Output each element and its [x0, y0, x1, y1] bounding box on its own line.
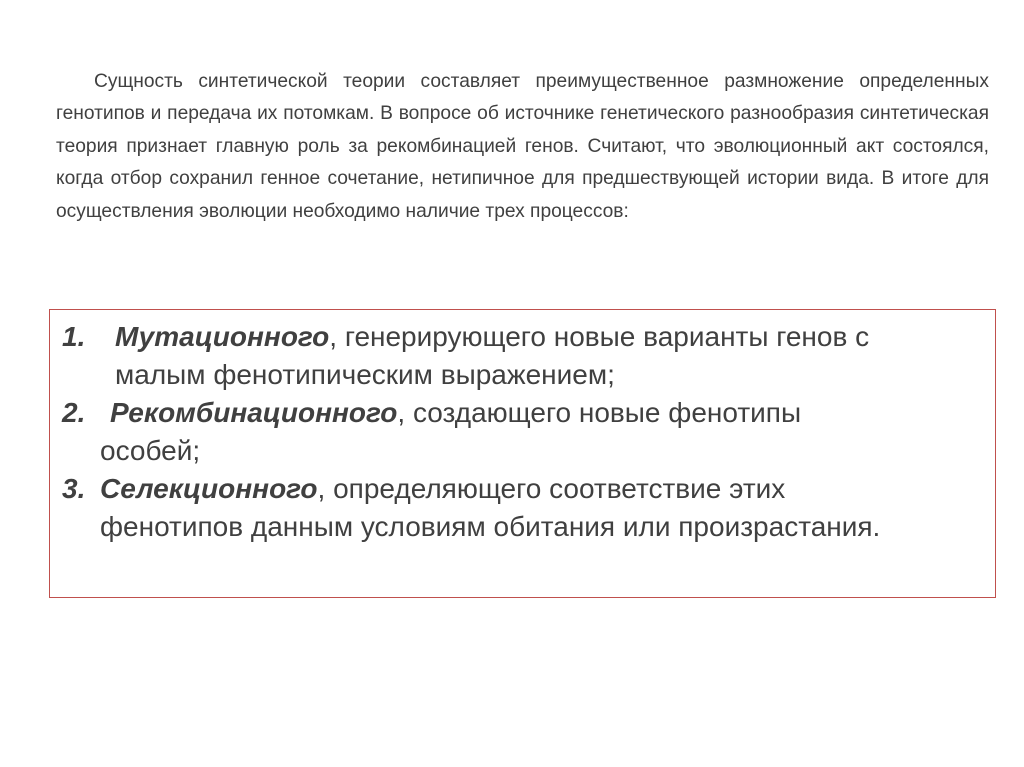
processes-box [49, 309, 996, 598]
process-term: Селекционного [100, 473, 318, 504]
intro-paragraph: Сущность синтетической теории составляет преимущественное размножение определенных генотипов и передача их потомкам. В вопросе об источнике генетического разнообразия синтетическая теория признает главную роль за рекомбинацией генов. Считают, что эволюционный акт состоялся, когда отбор сохранил генное сочетание, нетипичное для предшествующей истории вида. В итоге для осуществления эволюции необходимо наличие трех процессов: [56, 71, 989, 222]
process-description: , создающего новые фенотипы [397, 397, 802, 428]
process-item-line [62, 394, 972, 432]
process-term: Рекомбинационного [110, 397, 398, 428]
process-number: 2. [62, 397, 86, 428]
process-description-continued: малым фенотипическим выражением; [115, 359, 615, 390]
process-item-selection [62, 470, 972, 546]
process-description: , определяющего соответствие этих [317, 473, 786, 504]
process-item-recombination [62, 394, 972, 470]
processes-list [62, 318, 972, 546]
process-number: 3. [62, 473, 86, 504]
process-term: Мутационного [115, 321, 330, 352]
process-item-line [62, 470, 972, 508]
process-description-continued: особей; [100, 435, 201, 466]
process-item-line [62, 318, 972, 356]
process-item-mutation [62, 318, 972, 394]
process-description-continued: фенотипов данным условиям обитания или произрастания. [100, 511, 881, 542]
process-number: 1. [62, 321, 86, 352]
process-description: , генерирующего новые варианты генов с [329, 321, 870, 352]
